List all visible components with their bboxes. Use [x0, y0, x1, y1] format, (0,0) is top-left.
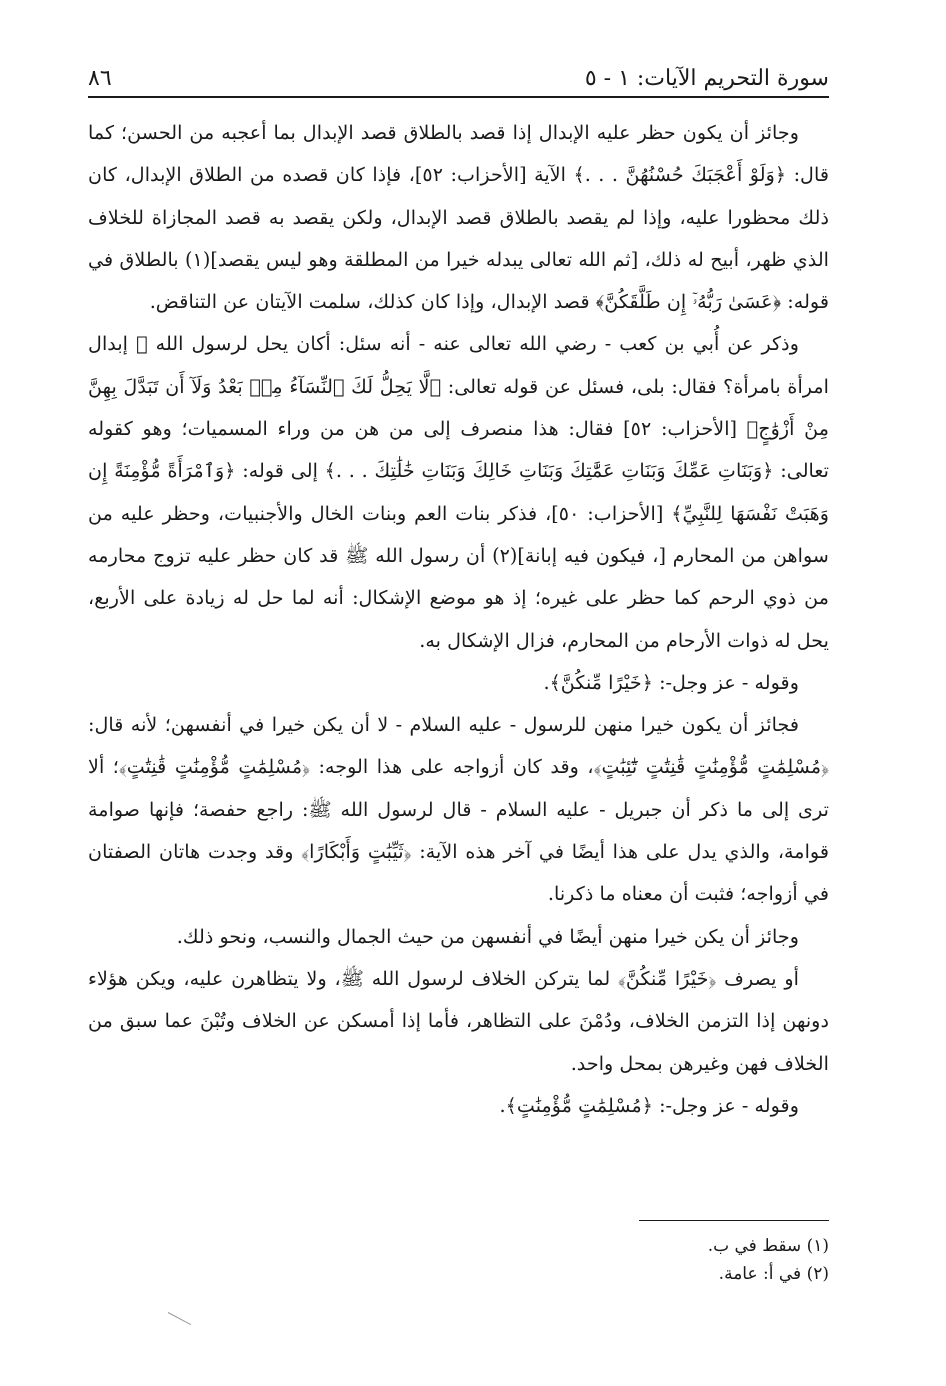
footnote: (٢) في أ: عامة.	[718, 1264, 829, 1284]
scan-artifact	[168, 1312, 191, 1325]
page-header	[88, 48, 829, 94]
running-title: سورة التحريم الآيات: ١ - ٥	[584, 66, 829, 91]
paragraph: فجائز أن يكون خيرا منهن للرسول - عليه السلام - لا أن يكن خيرا في أنفسهن؛ لأنه قال: ﴿مُسْلِمَٰتٍ مُّؤْمِنَٰتٍ قَٰنِتَٰتٍ تَٰٓئِبَٰتٍ﴾، وقد كان أزواجه على هذا الوجه: ﴿مُسْلِمَٰتٍ مُّؤْمِنَٰتٍ قَٰنِتَٰتٍ﴾؛ ألا ترى إلى ما ذكر أن جبريل - عليه السلام - قال لرسول الله ﷺ: راجع حفصة؛ فإنها صوامة قوامة، والذي يدل على هذا أيضًا في آخر هذه الآية: ﴿ثَيِّبَٰتٍ وَأَبْكَارًا﴾ وقد وجدت هاتان الصفتان في أزواجه؛ فثبت أن معناه ما ذكرنا.	[88, 713, 829, 906]
main-text	[88, 112, 829, 1127]
paragraph: وذكر عن أُبي بن كعب - رضي الله تعالى عنه - أنه سئل: أكان يحل لرسول الله ﷺ إبدال امرأة بامرأة؟ فقال: بلى، فسئل عن قوله تعالى: ﴿لَّا يَحِلُّ لَكَ ٱلنِّسَآءُ مِنۢ بَعْدُ وَلَآ أَن تَبَدَّلَ بِهِنَّ مِنْ أَزْوَٰجٍ﴾ [الأحزاب: ٥٢] فقال: هذا منصرف إلى من هن من وراء المسميات؛ وهو كقوله تعالى: ﴿وَبَنَاتِ عَمِّكَ وَبَنَاتِ عَمَّٰتِكَ وَبَنَاتِ خَالِكَ وَبَنَاتِ خَٰلَٰتِكَ . . .﴾ إلى قوله: ﴿وَٱمْرَأَةً مُّؤْمِنَةً إِن وَهَبَتْ نَفْسَهَا لِلنَّبِيِّ﴾ [الأحزاب: ٥٠]، فذكر بنات العم وبنات الخال والأجنبيات، وحظر عليه من سواهن من المحارم [، فيكون فيه إبانة](٢) أن رسول الله ﷺ قد كان حظر عليه تزوج محارمه من ذوي الرحم كما حظر على غيره؛ إذ هو موضع الإشكال: أنه لما حل له زيادة على الأربع، يحل له ذوات الأرحام من المحارم، فزال الإشكال به.	[88, 332, 830, 652]
footnote: (١) سقط في ب.	[707, 1236, 829, 1256]
paragraph: وجائز أن يكن خيرا منهن أيضًا في أنفسهن من حيث الجمال والنسب، ونحو ذلك.	[176, 924, 799, 948]
page-number: ٨٦	[88, 66, 112, 91]
footnotes	[420, 1232, 829, 1288]
paragraph: وقوله - عز وجل-: ﴿خَيْرًا مِّنكُنَّ﴾.	[543, 670, 799, 694]
paragraph: وقوله - عز وجل-: ﴿مُسْلِمَٰتٍ مُّؤْمِنَٰتٍ﴾.	[499, 1093, 799, 1117]
footnote-rule	[639, 1220, 829, 1221]
header-rule	[88, 96, 829, 98]
paragraph: أو يصرف ﴿خَيْرًا مِّنكُنَّ﴾ لما يتركن الخلاف لرسول الله ﷺ، ولا يتظاهرن عليه، ويكن هؤلاء دونهن إذا التزمن الخلاف، ودُمْنَ على التظاهر، فأما إذا أمسكن عن الخلاف وتُبْنَ عما سبق من الخلاف فهن وغيرهن بمحل واحد.	[88, 966, 829, 1075]
paragraph: وجائز أن يكون حظر عليه الإبدال إذا قصد بالطلاق قصد الإبدال بما أعجبه من الحسن؛ كما قال: ﴿وَلَوْ أَعْجَبَكَ حُسْنُهُنَّ . . .﴾ الآية [الأحزاب: ٥٢]، فإذا كان قصده من الطلاق الإبدال، كان ذلك محظورا عليه، وإذا لم يقصد بالطلاق قصد الإبدال، ولكن يقصد به قصد المجازاة للخلاف الذي ظهر، أبيح له ذلك، [ثم الله تعالى يبدله خيرا من المطلقة وهو ليس يقصد](١) بالطلاق في قوله: ﴿عَسَىٰ رَبُّهُۥٓ إِن طَلَّقَكُنَّ﴾ قصد الإبدال، وإذا كان كذلك، سلمت الآيتان عن التناقض.	[88, 121, 829, 314]
